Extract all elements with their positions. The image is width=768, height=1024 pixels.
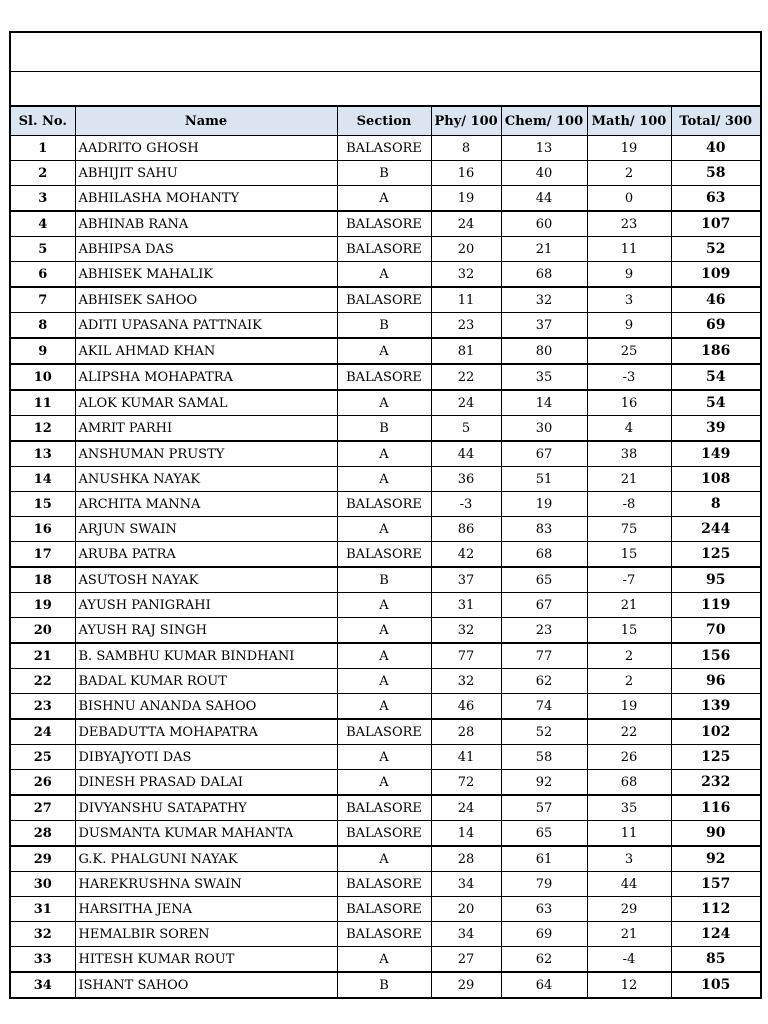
phy-cell: 44 — [431, 441, 501, 467]
math-cell: 38 — [587, 441, 671, 467]
total-cell: 52 — [671, 237, 760, 262]
table-row — [11, 745, 760, 770]
math-cell: -4 — [587, 947, 671, 973]
name-cell: ABHIPSA DAS — [75, 237, 337, 262]
math-cell: 21 — [587, 593, 671, 618]
math-cell: 2 — [587, 643, 671, 669]
chem-cell: 13 — [501, 136, 587, 161]
math-cell: 68 — [587, 770, 671, 796]
section-cell: BALASORE — [337, 821, 431, 847]
total-cell: 85 — [671, 947, 760, 973]
math-cell: 75 — [587, 517, 671, 542]
math-cell: 44 — [587, 872, 671, 897]
name-cell: B. SAMBHU KUMAR BINDHANI — [75, 643, 337, 669]
table-row — [11, 338, 760, 364]
sl-no-cell: 34 — [11, 972, 75, 997]
name-cell: HARSITHA JENA — [75, 897, 337, 922]
section-cell: BALASORE — [337, 542, 431, 568]
section-cell: A — [337, 338, 431, 364]
name-cell: ABHIJIT SAHU — [75, 161, 337, 186]
total-cell: 96 — [671, 669, 760, 694]
math-cell: -8 — [587, 492, 671, 517]
math-cell: 12 — [587, 972, 671, 997]
total-cell: 186 — [671, 338, 760, 364]
section-cell: A — [337, 467, 431, 492]
table-row — [11, 287, 760, 313]
total-cell: 54 — [671, 390, 760, 416]
table-row — [11, 719, 760, 745]
table-row — [11, 467, 760, 492]
chem-cell: 62 — [501, 947, 587, 973]
chem-cell: 79 — [501, 872, 587, 897]
math-cell: 9 — [587, 262, 671, 288]
phy-cell: 19 — [431, 186, 501, 212]
chem-cell: 32 — [501, 287, 587, 313]
name-cell: ABHILASHA MOHANTY — [75, 186, 337, 212]
sl-no-cell: 3 — [11, 186, 75, 212]
name-cell: DIVYANSHU SATAPATHY — [75, 795, 337, 821]
phy-cell: 24 — [431, 795, 501, 821]
math-cell: 19 — [587, 136, 671, 161]
total-cell: 105 — [671, 972, 760, 997]
total-cell: 58 — [671, 161, 760, 186]
name-cell: G.K. PHALGUNI NAYAK — [75, 846, 337, 872]
math-cell: 9 — [587, 313, 671, 339]
chem-cell: 35 — [501, 364, 587, 390]
chem-cell: 65 — [501, 821, 587, 847]
column-header-sl-no: Sl. No. — [11, 107, 75, 136]
math-cell: 15 — [587, 542, 671, 568]
sl-no-cell: 25 — [11, 745, 75, 770]
phy-cell: 34 — [431, 922, 501, 947]
column-header-total: Total/ 300 — [671, 107, 760, 136]
total-cell: 125 — [671, 542, 760, 568]
chem-cell: 92 — [501, 770, 587, 796]
phy-cell: 20 — [431, 237, 501, 262]
sl-no-cell: 7 — [11, 287, 75, 313]
sl-no-cell: 8 — [11, 313, 75, 339]
phy-cell: 46 — [431, 694, 501, 720]
phy-cell: 27 — [431, 947, 501, 973]
chem-cell: 64 — [501, 972, 587, 997]
table-row — [11, 161, 760, 186]
sl-no-cell: 28 — [11, 821, 75, 847]
table-row — [11, 441, 760, 467]
table-row — [11, 262, 760, 288]
phy-cell: 16 — [431, 161, 501, 186]
total-cell: 40 — [671, 136, 760, 161]
sl-no-cell: 23 — [11, 694, 75, 720]
sl-no-cell: 32 — [11, 922, 75, 947]
name-cell: HAREKRUSHNA SWAIN — [75, 872, 337, 897]
name-cell: ASUTOSH NAYAK — [75, 567, 337, 593]
sl-no-cell: 33 — [11, 947, 75, 973]
chem-cell: 52 — [501, 719, 587, 745]
table-row — [11, 313, 760, 339]
math-cell: 35 — [587, 795, 671, 821]
total-cell: 46 — [671, 287, 760, 313]
total-cell: 119 — [671, 593, 760, 618]
table-row — [11, 364, 760, 390]
phy-cell: 77 — [431, 643, 501, 669]
table-row — [11, 416, 760, 442]
name-cell: AADRITO GHOSH — [75, 136, 337, 161]
phy-cell: 8 — [431, 136, 501, 161]
phy-cell: -3 — [431, 492, 501, 517]
column-header-section: Section — [337, 107, 431, 136]
chem-cell: 69 — [501, 922, 587, 947]
table-row — [11, 972, 760, 997]
phy-cell: 28 — [431, 846, 501, 872]
math-cell: 3 — [587, 287, 671, 313]
subtitle-row — [11, 72, 760, 106]
phy-cell: 14 — [431, 821, 501, 847]
name-cell: DIBYAJYOTI DAS — [75, 745, 337, 770]
chem-cell: 14 — [501, 390, 587, 416]
phy-cell: 86 — [431, 517, 501, 542]
name-cell: DINESH PRASAD DALAI — [75, 770, 337, 796]
phy-cell: 24 — [431, 390, 501, 416]
phy-cell: 31 — [431, 593, 501, 618]
sl-no-cell: 13 — [11, 441, 75, 467]
total-cell: 108 — [671, 467, 760, 492]
table-row — [11, 567, 760, 593]
name-cell: ISHANT SAHOO — [75, 972, 337, 997]
section-cell: B — [337, 161, 431, 186]
chem-cell: 58 — [501, 745, 587, 770]
total-cell: 125 — [671, 745, 760, 770]
table-row — [11, 211, 760, 237]
table-header-row — [11, 107, 760, 136]
total-cell: 157 — [671, 872, 760, 897]
table-row — [11, 795, 760, 821]
name-cell: HEMALBIR SOREN — [75, 922, 337, 947]
phy-cell: 23 — [431, 313, 501, 339]
chem-cell: 80 — [501, 338, 587, 364]
math-cell: 26 — [587, 745, 671, 770]
name-cell: ARCHITA MANNA — [75, 492, 337, 517]
chem-cell: 68 — [501, 262, 587, 288]
phy-cell: 5 — [431, 416, 501, 442]
chem-cell: 23 — [501, 618, 587, 644]
sl-no-cell: 24 — [11, 719, 75, 745]
phy-cell: 20 — [431, 897, 501, 922]
phy-cell: 32 — [431, 618, 501, 644]
name-cell: ABHISEK SAHOO — [75, 287, 337, 313]
sl-no-cell: 15 — [11, 492, 75, 517]
chem-cell: 74 — [501, 694, 587, 720]
math-cell: -7 — [587, 567, 671, 593]
phy-cell: 29 — [431, 972, 501, 997]
name-cell: BADAL KUMAR ROUT — [75, 669, 337, 694]
chem-cell: 57 — [501, 795, 587, 821]
table-row — [11, 669, 760, 694]
total-cell: 102 — [671, 719, 760, 745]
math-cell: 11 — [587, 237, 671, 262]
sl-no-cell: 30 — [11, 872, 75, 897]
math-cell: 19 — [587, 694, 671, 720]
section-cell: BALASORE — [337, 211, 431, 237]
sl-no-cell: 22 — [11, 669, 75, 694]
section-cell: A — [337, 846, 431, 872]
sl-no-cell: 26 — [11, 770, 75, 796]
name-cell: AMRIT PARHI — [75, 416, 337, 442]
section-cell: BALASORE — [337, 237, 431, 262]
table-row — [11, 618, 760, 644]
sl-no-cell: 31 — [11, 897, 75, 922]
column-header-phy: Phy/ 100 — [431, 107, 501, 136]
chem-cell: 68 — [501, 542, 587, 568]
total-cell: 39 — [671, 416, 760, 442]
total-cell: 124 — [671, 922, 760, 947]
math-cell: 29 — [587, 897, 671, 922]
chem-cell: 61 — [501, 846, 587, 872]
chem-cell: 67 — [501, 441, 587, 467]
chem-cell: 63 — [501, 897, 587, 922]
name-cell: ABHISEK MAHALIK — [75, 262, 337, 288]
name-cell: AKIL AHMAD KHAN — [75, 338, 337, 364]
math-cell: 15 — [587, 618, 671, 644]
section-cell: A — [337, 618, 431, 644]
phy-cell: 37 — [431, 567, 501, 593]
chem-cell: 77 — [501, 643, 587, 669]
math-cell: 16 — [587, 390, 671, 416]
section-cell: A — [337, 694, 431, 720]
sl-no-cell: 20 — [11, 618, 75, 644]
math-cell: 11 — [587, 821, 671, 847]
sl-no-cell: 9 — [11, 338, 75, 364]
sl-no-cell: 5 — [11, 237, 75, 262]
total-cell: 244 — [671, 517, 760, 542]
total-cell: 112 — [671, 897, 760, 922]
name-cell: DEBADUTTA MOHAPATRA — [75, 719, 337, 745]
table-row — [11, 770, 760, 796]
chem-cell: 21 — [501, 237, 587, 262]
chem-cell: 40 — [501, 161, 587, 186]
result-sheet — [9, 31, 762, 999]
chem-cell: 30 — [501, 416, 587, 442]
total-cell: 63 — [671, 186, 760, 212]
section-cell: A — [337, 262, 431, 288]
section-cell: BALASORE — [337, 897, 431, 922]
math-cell: -3 — [587, 364, 671, 390]
total-cell: 232 — [671, 770, 760, 796]
table-row — [11, 542, 760, 568]
total-cell: 156 — [671, 643, 760, 669]
total-cell: 107 — [671, 211, 760, 237]
name-cell: ABHINAB RANA — [75, 211, 337, 237]
math-cell: 0 — [587, 186, 671, 212]
chem-cell: 44 — [501, 186, 587, 212]
phy-cell: 36 — [431, 467, 501, 492]
name-cell: BISHNU ANANDA SAHOO — [75, 694, 337, 720]
section-cell: B — [337, 972, 431, 997]
total-cell: 95 — [671, 567, 760, 593]
section-cell: B — [337, 416, 431, 442]
table-body — [11, 136, 760, 998]
chem-cell: 67 — [501, 593, 587, 618]
sl-no-cell: 14 — [11, 467, 75, 492]
name-cell: ALIPSHA MOHAPATRA — [75, 364, 337, 390]
phy-cell: 28 — [431, 719, 501, 745]
table-row — [11, 821, 760, 847]
table-row — [11, 492, 760, 517]
table-row — [11, 593, 760, 618]
section-cell: A — [337, 745, 431, 770]
section-cell: BALASORE — [337, 922, 431, 947]
sl-no-cell: 1 — [11, 136, 75, 161]
section-cell: A — [337, 947, 431, 973]
section-cell: A — [337, 517, 431, 542]
total-cell: 92 — [671, 846, 760, 872]
section-cell: A — [337, 593, 431, 618]
section-cell: A — [337, 186, 431, 212]
math-cell: 25 — [587, 338, 671, 364]
section-cell: BALASORE — [337, 136, 431, 161]
name-cell: HITESH KUMAR ROUT — [75, 947, 337, 973]
chem-cell: 65 — [501, 567, 587, 593]
sl-no-cell: 12 — [11, 416, 75, 442]
name-cell: ADITI UPASANA PATTNAIK — [75, 313, 337, 339]
phy-cell: 32 — [431, 669, 501, 694]
math-cell: 21 — [587, 467, 671, 492]
total-cell: 139 — [671, 694, 760, 720]
table-row — [11, 846, 760, 872]
section-cell: BALASORE — [337, 492, 431, 517]
math-cell: 3 — [587, 846, 671, 872]
section-cell: A — [337, 390, 431, 416]
title-row — [11, 33, 760, 72]
chem-cell: 37 — [501, 313, 587, 339]
section-cell: BALASORE — [337, 364, 431, 390]
total-cell: 149 — [671, 441, 760, 467]
column-header-chem: Chem/ 100 — [501, 107, 587, 136]
section-cell: A — [337, 441, 431, 467]
section-cell: A — [337, 643, 431, 669]
sl-no-cell: 4 — [11, 211, 75, 237]
section-cell: A — [337, 669, 431, 694]
table-row — [11, 136, 760, 161]
sl-no-cell: 19 — [11, 593, 75, 618]
phy-cell: 41 — [431, 745, 501, 770]
math-cell: 21 — [587, 922, 671, 947]
total-cell: 8 — [671, 492, 760, 517]
sl-no-cell: 10 — [11, 364, 75, 390]
sl-no-cell: 18 — [11, 567, 75, 593]
name-cell: ARJUN SWAIN — [75, 517, 337, 542]
name-cell: DUSMANTA KUMAR MAHANTA — [75, 821, 337, 847]
total-cell: 116 — [671, 795, 760, 821]
section-cell: BALASORE — [337, 872, 431, 897]
marks-table — [11, 106, 760, 997]
sl-no-cell: 21 — [11, 643, 75, 669]
total-cell: 70 — [671, 618, 760, 644]
sl-no-cell: 16 — [11, 517, 75, 542]
table-row — [11, 694, 760, 720]
sl-no-cell: 2 — [11, 161, 75, 186]
section-cell: BALASORE — [337, 719, 431, 745]
math-cell: 23 — [587, 211, 671, 237]
math-cell: 2 — [587, 161, 671, 186]
table-row — [11, 947, 760, 973]
name-cell: ANUSHKA NAYAK — [75, 467, 337, 492]
column-header-name: Name — [75, 107, 337, 136]
table-row — [11, 897, 760, 922]
table-row — [11, 237, 760, 262]
math-cell: 2 — [587, 669, 671, 694]
name-cell: AYUSH RAJ SINGH — [75, 618, 337, 644]
chem-cell: 19 — [501, 492, 587, 517]
section-cell: B — [337, 313, 431, 339]
chem-cell: 62 — [501, 669, 587, 694]
name-cell: ARUBA PATRA — [75, 542, 337, 568]
chem-cell: 51 — [501, 467, 587, 492]
sl-no-cell: 29 — [11, 846, 75, 872]
table-row — [11, 922, 760, 947]
table-row — [11, 517, 760, 542]
column-header-math: Math/ 100 — [587, 107, 671, 136]
name-cell: AYUSH PANIGRAHI — [75, 593, 337, 618]
total-cell: 54 — [671, 364, 760, 390]
phy-cell: 81 — [431, 338, 501, 364]
total-cell: 90 — [671, 821, 760, 847]
table-row — [11, 872, 760, 897]
sl-no-cell: 17 — [11, 542, 75, 568]
total-cell: 109 — [671, 262, 760, 288]
table-row — [11, 643, 760, 669]
chem-cell: 60 — [501, 211, 587, 237]
math-cell: 22 — [587, 719, 671, 745]
chem-cell: 83 — [501, 517, 587, 542]
phy-cell: 11 — [431, 287, 501, 313]
name-cell: ALOK KUMAR SAMAL — [75, 390, 337, 416]
section-cell: B — [337, 567, 431, 593]
phy-cell: 22 — [431, 364, 501, 390]
section-cell: BALASORE — [337, 795, 431, 821]
math-cell: 4 — [587, 416, 671, 442]
sl-no-cell: 6 — [11, 262, 75, 288]
table-row — [11, 390, 760, 416]
section-cell: BALASORE — [337, 287, 431, 313]
phy-cell: 34 — [431, 872, 501, 897]
section-cell: A — [337, 770, 431, 796]
phy-cell: 24 — [431, 211, 501, 237]
name-cell: ANSHUMAN PRUSTY — [75, 441, 337, 467]
phy-cell: 42 — [431, 542, 501, 568]
phy-cell: 72 — [431, 770, 501, 796]
phy-cell: 32 — [431, 262, 501, 288]
sl-no-cell: 11 — [11, 390, 75, 416]
table-row — [11, 186, 760, 212]
total-cell: 69 — [671, 313, 760, 339]
sl-no-cell: 27 — [11, 795, 75, 821]
